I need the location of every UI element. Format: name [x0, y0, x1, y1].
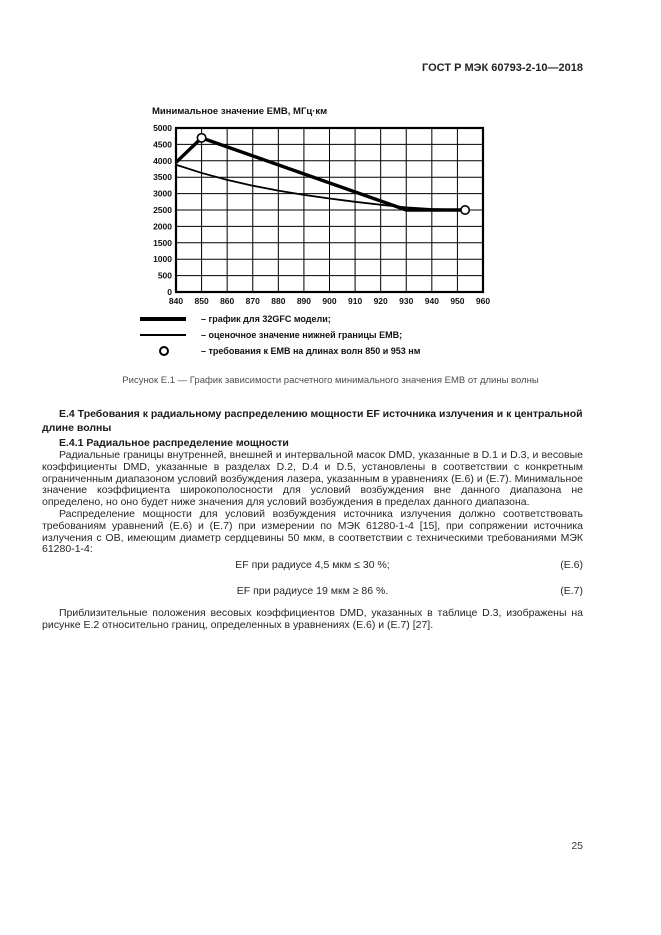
emb-line-chart-svg — [130, 98, 530, 316]
svg-text:850: 850 — [194, 296, 209, 306]
svg-text:4000: 4000 — [153, 155, 172, 166]
equation-e6-number: (Е.6) — [560, 559, 583, 571]
figure-caption: Рисунок Е.1 — График зависимости расчетного минимального значения EMB от длины волны — [122, 375, 539, 386]
svg-text:0: 0 — [167, 287, 172, 297]
svg-text:840: 840 — [168, 296, 184, 306]
svg-text:890: 890 — [296, 296, 312, 306]
equation-e6 — [42, 559, 583, 571]
svg-text:Минимальное значение EMB, МГц·: Минимальное значение EMB, МГц·км — [152, 106, 328, 117]
legend-label: – требования к EMB на длинах волн 850 и 953 нм — [201, 346, 421, 356]
svg-text:880: 880 — [271, 296, 286, 306]
svg-text:860: 860 — [220, 296, 235, 306]
svg-text:4500: 4500 — [153, 139, 172, 150]
svg-text:3000: 3000 — [153, 188, 172, 199]
paragraph-power-distribution: Распределение мощности для условий возбуждения источника излучения должно соответствовать требованиям уравнений (Е.6) и (Е.7) при измерении по МЭК 61280-1-4 [15], при сопряжении источника излучения с ОВ, имеющим диаметр сердцевины 50 мкм, в соответствии с техническими требованиями МЭК 61280-1-4: — [42, 508, 583, 556]
svg-text:930: 930 — [399, 296, 414, 306]
svg-text:5000: 5000 — [153, 123, 172, 133]
svg-text:2000: 2000 — [153, 221, 172, 232]
section-heading-e41: Е.4.1 Радиальное распределение мощности — [59, 437, 289, 449]
paragraph-dmd-masks: Радиальные границы внутренней, внешней и интервальной масок DMD, указанные в D.1 и D.3, и весовые коэффициенты DMD, указанные в разделах D.2, D.4 и D.5, установлены в соответствии с конкретным ограниченным диапазоном условий возбуждения лазера, указанным в уравнениях (Е.6) и (Е.7). Минимальное значение коэффициента широкополосности для условий возбуждения вне данного диапазона не определено, но оно будет ниже значения для условий возбуждения в пределах данного диапазона. — [42, 449, 583, 509]
svg-text:3500: 3500 — [153, 172, 172, 183]
svg-text:910: 910 — [347, 296, 363, 306]
equation-e7-number: (Е.7) — [560, 585, 583, 597]
legend-label: – график для 32GFC модели; — [201, 314, 331, 324]
equation-e7 — [42, 585, 583, 597]
svg-text:940: 940 — [424, 296, 439, 306]
page-number: 25 — [571, 840, 583, 852]
legend-item-lower-bound — [140, 327, 480, 343]
svg-text:2500: 2500 — [153, 205, 172, 215]
svg-text:950: 950 — [450, 296, 465, 306]
legend-item-32gfc — [140, 311, 480, 327]
legend-item-emb-requirements — [140, 343, 480, 359]
svg-text:1000: 1000 — [153, 254, 172, 265]
section-heading-e4: Е.4 Требования к радиальному распределению мощности EF источника излучения и к центральной длине волны — [42, 408, 583, 434]
svg-text:920: 920 — [373, 296, 388, 306]
document-number-header: ГОСТ Р МЭК 60793-2-10—2018 — [422, 62, 583, 74]
legend-label: – оценочное значение нижней границы EMB; — [201, 330, 403, 340]
svg-text:870: 870 — [245, 296, 260, 306]
chart-legend — [140, 311, 480, 359]
circle-marker-icon — [140, 346, 194, 356]
svg-text:960: 960 — [475, 296, 491, 306]
emb-chart — [130, 98, 530, 316]
svg-text:500: 500 — [157, 270, 172, 281]
paragraph-dmd-weights: Приблизительные положения весовых коэффициентов DMD, указанных в таблице D.3, изображены на рисунке Е.2 относительно границ, определенных в уравнениях (Е.6) и (Е.7) [27]. — [42, 607, 583, 631]
svg-text:1500: 1500 — [153, 237, 172, 248]
equation-e7-formula: EF при радиусе 19 мкм ≥ 86 %. — [236, 585, 389, 597]
thick-line-sample-icon — [140, 317, 194, 321]
equation-e6-formula: EF при радиусе 4,5 мкм ≤ 30 %; — [235, 559, 390, 571]
svg-text:900: 900 — [322, 296, 337, 306]
thin-line-sample-icon — [140, 334, 194, 336]
